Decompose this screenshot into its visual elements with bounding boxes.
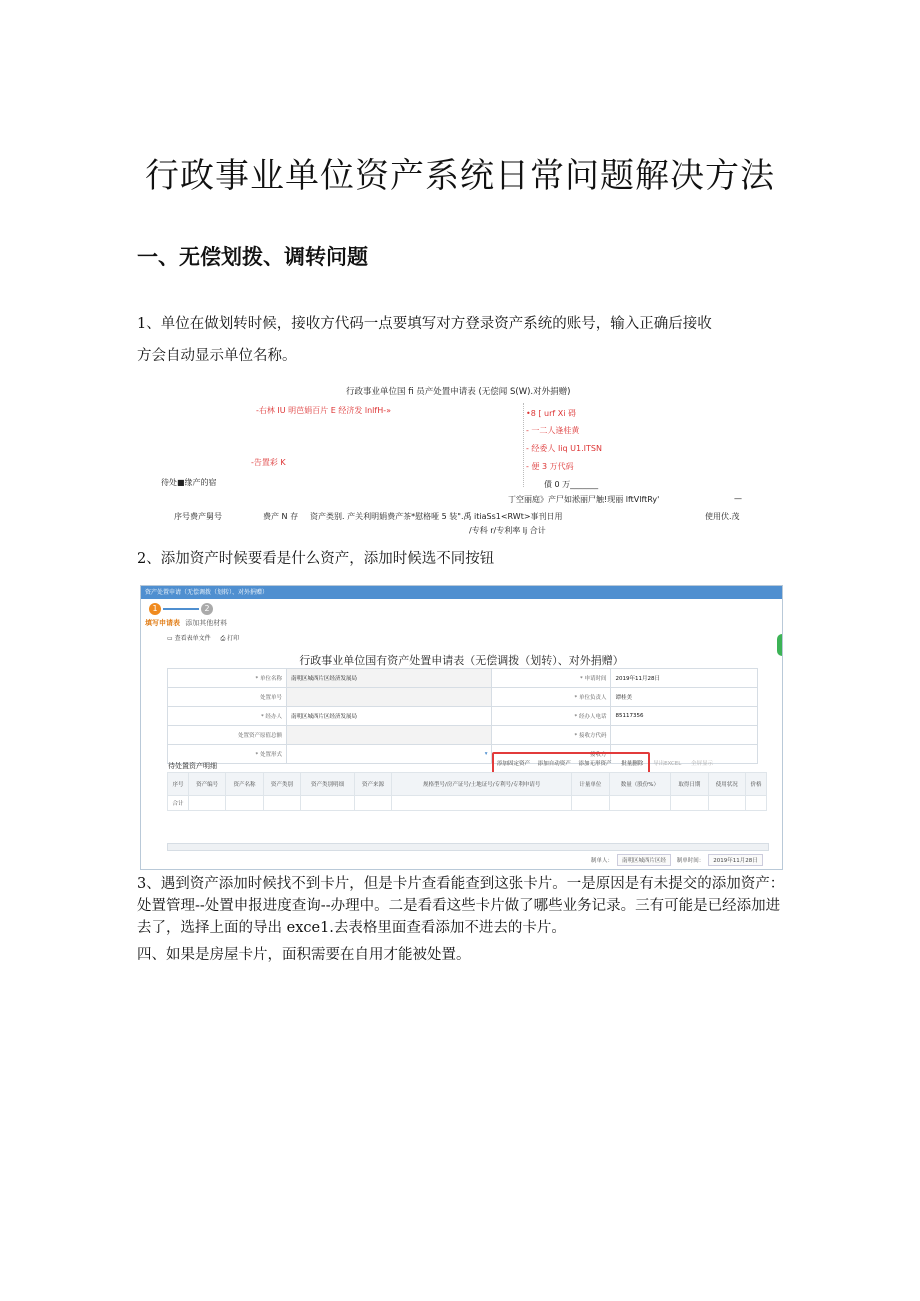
application-form [167, 668, 758, 764]
total-label: 合计 [168, 796, 189, 811]
column-header: 资产来源 [354, 773, 391, 796]
asset-buttons [497, 759, 713, 767]
add-auto-asset-button[interactable]: 添加自动资产 [537, 761, 571, 767]
head-field[interactable]: 谭桂美 [611, 688, 758, 707]
asset-detail-heading: 待处置资产明细 [168, 762, 217, 770]
label-date: * 申请时间 [492, 669, 611, 688]
print-button[interactable]: 打印 [227, 635, 240, 642]
table-cell [188, 796, 225, 811]
table-cell [263, 796, 300, 811]
export-excel-button[interactable]: 导出EXCEL [653, 761, 682, 767]
label-apply-no: 处置单号 [168, 688, 287, 707]
section-heading: 一、无偿划拨、调转问题 [137, 245, 368, 269]
view-file-button[interactable]: 查看表单文件 [174, 635, 211, 642]
embedded-screenshot [140, 585, 783, 870]
paragraph-4: 四、如果是房屋卡片，面积需要在自用才能被处置。 [137, 947, 471, 963]
table-empty-row [168, 811, 767, 841]
label-receiver-code: * 接收方代码 [492, 726, 611, 745]
label-head: * 单位负责人 [492, 688, 611, 707]
window-title: 资产处置申请（无偿调拨（划转）、对外捐赠） [145, 589, 269, 596]
table-cell [708, 796, 745, 811]
make-time-label: 制单时间： [676, 858, 705, 864]
scan-dash: — [734, 494, 742, 503]
scan-line2: -告置彩 K [251, 458, 286, 467]
label-receiver: 接收方 [492, 745, 611, 764]
unit-field[interactable]: 南明区城西片区经济发展局 [287, 669, 492, 688]
file-icon: ▭ [167, 635, 173, 642]
label-unit: * 单位名称 [168, 669, 287, 688]
column-header: 序号 [168, 773, 189, 796]
receiver-code-field[interactable] [611, 726, 758, 745]
step-connector [163, 608, 199, 610]
paragraph-1b: 方会自动显示单位名称。 [137, 348, 297, 364]
table-cell [572, 796, 609, 811]
form-toolbar [167, 633, 239, 643]
scan-row-d: 使用伏.茂 [705, 512, 740, 521]
apply-no-field[interactable] [287, 688, 492, 707]
make-time-field[interactable]: 2019年11月28日 [708, 854, 763, 866]
maker-label: 制单人： [591, 858, 614, 864]
tab-add-materials[interactable]: 添加其他材料 [185, 619, 228, 627]
column-header: 资产编号 [188, 773, 225, 796]
scan-row-a: 序号费产舅号 [174, 512, 222, 521]
tab-fill-form[interactable]: 填写申请表 [145, 619, 180, 627]
scan-line3: 待处■缘产的宿 [161, 478, 217, 487]
fullscreen-button[interactable]: 全屏显示 [691, 761, 714, 767]
paragraph-1a: 1、单位在做划转时候，接收方代码一点要填写对方登录资产系统的账号，输入正确后接收 [137, 316, 712, 332]
document-title: 行政事业单位资产系统日常问题解决方法 [145, 156, 775, 196]
column-header: 资产名称 [226, 773, 263, 796]
table-empty-area [168, 811, 767, 841]
scan-header: 行政事业单位国 fi 员产处置申请表 (无偿闻 S(W).对外捐赠) [346, 387, 571, 397]
scan-r2: - 一二人逢桂黄 [526, 426, 580, 435]
original-value-field[interactable] [287, 726, 492, 745]
paragraph-2: 2、添加资产时候要看是什么资产，添加时候选不同按钮 [137, 551, 495, 567]
scan-r4: - 便 3 万代码 [526, 462, 574, 471]
table-total-row [168, 796, 767, 811]
print-icon: ⎙ [220, 635, 226, 642]
column-header: 资产类别明细 [301, 773, 355, 796]
add-intangible-asset-button[interactable]: 添加无形资产 [578, 761, 612, 767]
horizontal-scrollbar[interactable] [167, 843, 769, 851]
label-original-value: 处置资产原值总额 [168, 726, 287, 745]
disposal-form-select[interactable] [287, 745, 492, 764]
scan-r5: 債 0 万_______ [544, 480, 599, 489]
paragraph-3: 3、遇到资产添加时候找不到卡片，但是卡片查看能查到这张卡片。一是原因是有未提交的添加资产：处置管理--处置申报进度查询--办理中。二是看看这些卡片做了哪些业务记录。三有可能是已经添加进去了，选择上面的导出 exce1.去表格里面查看添加不进去的卡片。 [137, 876, 785, 936]
table-cell [354, 796, 391, 811]
scan-r6: 丁空丽庭》产尸如淞丽尸触!现丽 lftVlftRy' [508, 495, 660, 504]
label-handler: * 经办人 [168, 707, 287, 726]
column-header: 数量（股份%） [609, 773, 671, 796]
table-header-row [168, 773, 767, 796]
scan-row-e: /专科 r/专利率 lj 合计 [469, 526, 546, 535]
table-cell [301, 796, 355, 811]
label-disposal-form: * 处置形式 [168, 745, 287, 764]
table-cell [609, 796, 671, 811]
column-header: 价格 [745, 773, 766, 796]
date-field[interactable]: 2019年11月28日 [611, 669, 758, 688]
step-1-indicator[interactable]: 1 [149, 603, 161, 615]
maker-field[interactable]: 南明区城西片区经 [617, 854, 671, 866]
column-header: 取得日期 [671, 773, 708, 796]
table-cell [671, 796, 708, 811]
form-title: 行政事业单位国有资产处置申请表（无偿调拨（划转）、对外捐赠） [299, 654, 624, 667]
column-header: 资产类别 [263, 773, 300, 796]
scan-row-b: 费产 N 存 [263, 512, 299, 521]
column-header: 使用状况 [708, 773, 745, 796]
scan-line1: -右林 IU 明芭娟百片 E 经济发 lnlfH-» [256, 406, 391, 415]
step-2-indicator[interactable]: 2 [201, 603, 213, 615]
scan-r3: - 经委人 Iiq U1.ITSN [526, 444, 602, 453]
phone-field[interactable]: 85117356 [611, 707, 758, 726]
table-cell [392, 796, 572, 811]
table-cell [226, 796, 263, 811]
scan-row-c: 资产类别. 产关利明娟费产茶*慰格哑 5 装".禹 itiaSs1<RWt>事刊日用 [310, 512, 563, 521]
asset-table [167, 772, 767, 841]
label-phone: * 经办人电话 [492, 707, 611, 726]
form-footer [591, 854, 767, 866]
batch-delete-button[interactable]: 批量删除 [621, 761, 644, 767]
chevron-down-icon: ▾ [484, 751, 488, 757]
column-header: 计量单位 [572, 773, 609, 796]
window-titlebar [141, 586, 782, 599]
column-header: 规格型号/房产证号/土地证号/专利号/专利申请号 [392, 773, 572, 796]
add-fixed-asset-button[interactable]: 添加固定资产 [497, 761, 531, 767]
step-tabs [145, 618, 227, 628]
table-cell [745, 796, 766, 811]
scan-r1: •8 [ urf Xi 碍 [526, 409, 576, 418]
handler-field[interactable]: 南明区城西片区经济发展局 [287, 707, 492, 726]
